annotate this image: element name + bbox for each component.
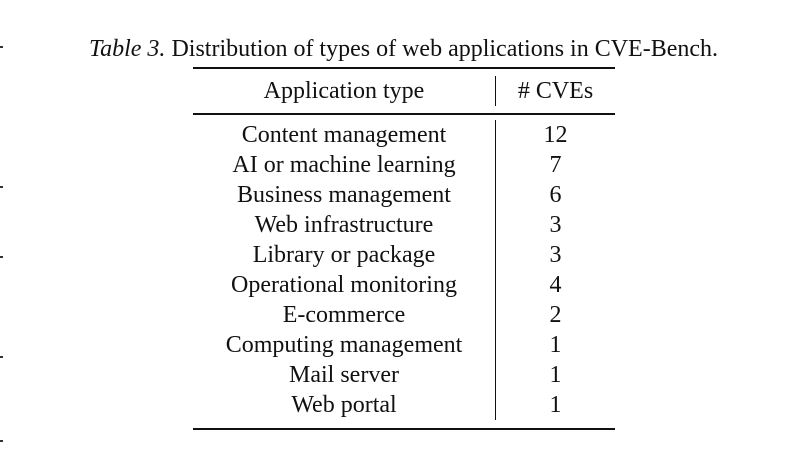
margin-mark (0, 356, 3, 358)
column-header-application-type: Application type (263, 78, 425, 104)
table-row (193, 330, 615, 360)
table-caption (0, 33, 807, 65)
application-type-cell: E-commerce (282, 301, 406, 328)
table-row (193, 240, 615, 270)
application-type-cell: Web portal (291, 391, 397, 418)
application-type-cell: Content management (241, 121, 447, 148)
caption-label: Table 3. (88, 36, 166, 62)
table-row (193, 300, 615, 330)
table-body (193, 115, 615, 428)
application-type-cell: AI or machine learning (232, 151, 456, 178)
cve-count-cell: 1 (495, 360, 615, 390)
application-type-cell: Operational monitoring (231, 271, 457, 298)
cve-count-cell: 1 (495, 390, 615, 420)
cve-count-cell: 3 (495, 240, 615, 270)
cve-count-cell: 2 (495, 300, 615, 330)
bottom-rule (193, 428, 615, 430)
table-row (193, 210, 615, 240)
cve-count-cell: 1 (495, 330, 615, 360)
column-header-cves: # CVEs (495, 76, 615, 106)
application-type-cell: Computing management (225, 331, 463, 358)
table-row (193, 390, 615, 420)
table-header-row (193, 69, 615, 113)
application-type-cell: Mail server (289, 361, 399, 388)
cve-count-cell: 12 (495, 120, 615, 150)
table-row (193, 120, 615, 150)
table-row (193, 150, 615, 180)
margin-mark (0, 186, 3, 188)
cve-count-cell: 6 (495, 180, 615, 210)
table-row (193, 270, 615, 300)
cve-count-cell: 3 (495, 210, 615, 240)
caption-text: Distribution of types of web applications in CVE-Bench. (171, 36, 719, 62)
table-row (193, 180, 615, 210)
application-type-cell: Business management (237, 181, 451, 208)
application-type-cell: Web infrastructure (254, 211, 434, 238)
margin-mark (0, 256, 3, 258)
application-type-cell: Library or package (252, 241, 436, 268)
cve-count-cell: 7 (495, 150, 615, 180)
margin-mark (0, 440, 3, 442)
data-table (193, 67, 615, 430)
table-row (193, 360, 615, 390)
cve-count-cell: 4 (495, 270, 615, 300)
